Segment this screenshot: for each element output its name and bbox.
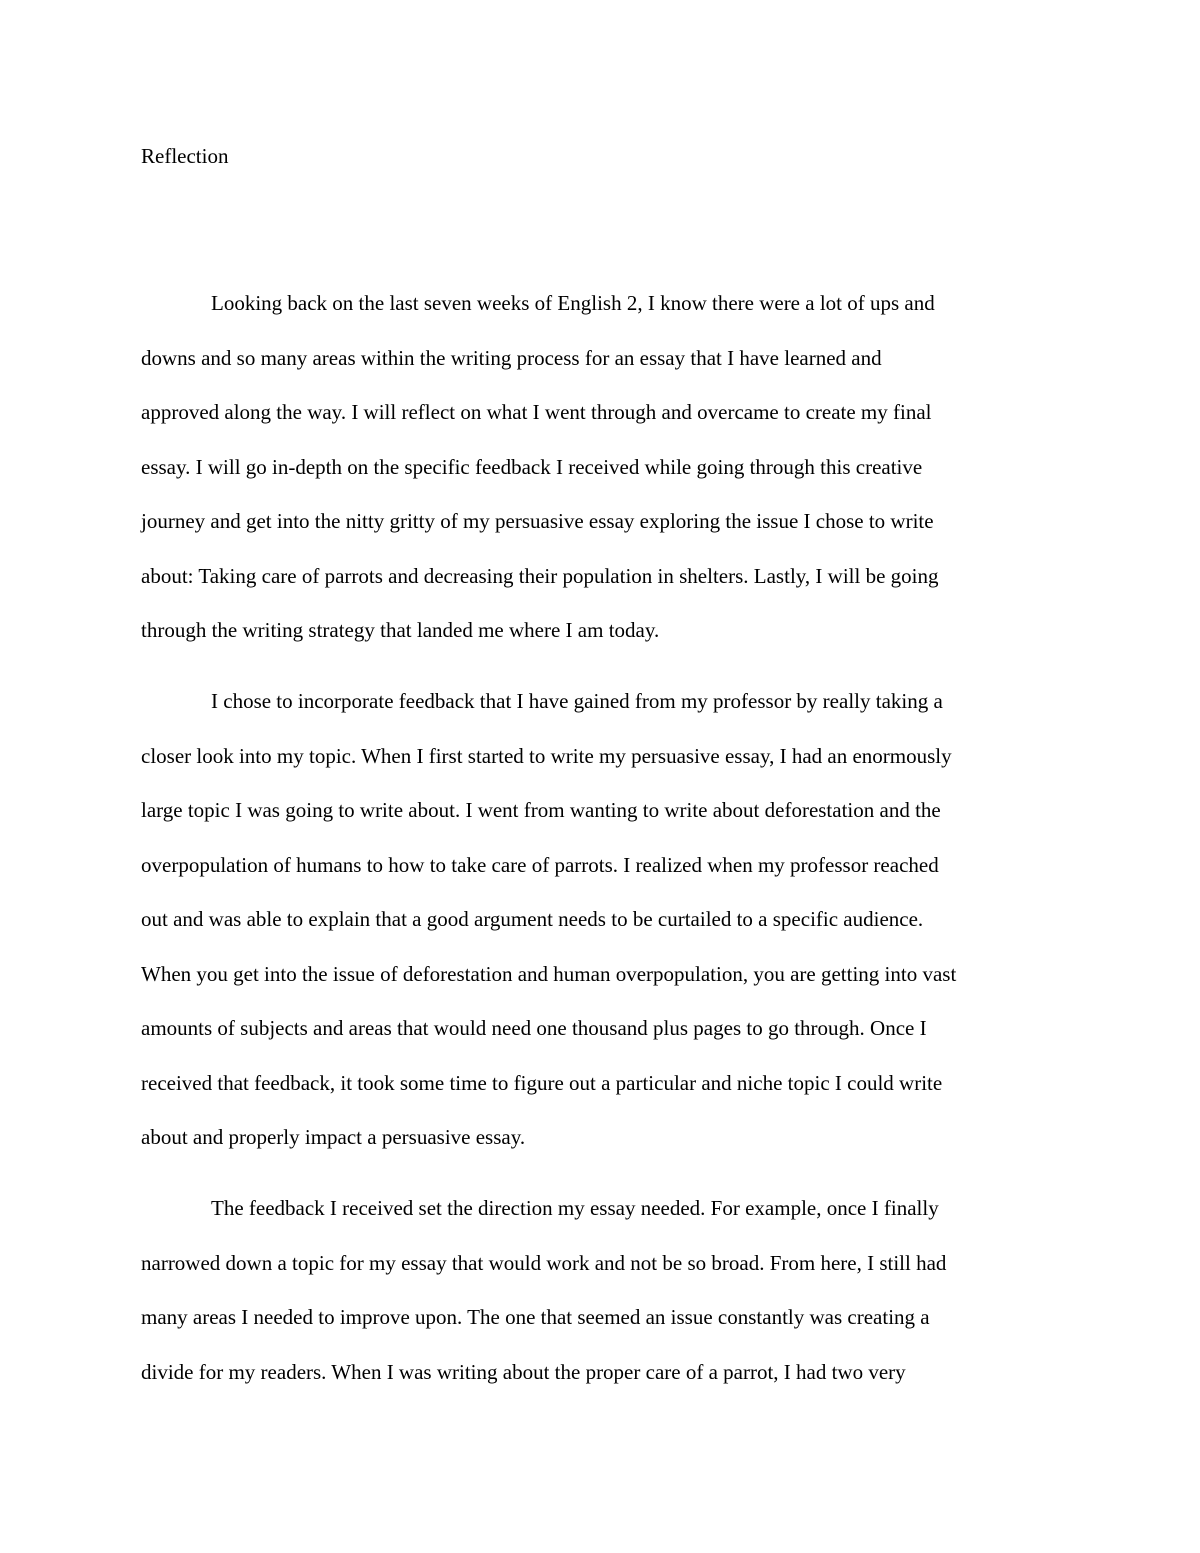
document-title: Reflection — [141, 144, 229, 168]
text-line: through the writing strategy that landed me where I am today. — [141, 618, 660, 642]
text-line: downs and so many areas within the writing process for an essay that I have learned and — [141, 345, 882, 370]
paragraph-direction — [141, 1194, 1061, 1412]
text-line: about: Taking care of parrots and decreasing their population in shelters. Lastly, I will be going — [141, 563, 939, 588]
paragraph-feedback — [141, 687, 1061, 1178]
text-line: amounts of subjects and areas that would need one thousand plus pages to go through. Once I — [141, 1016, 927, 1040]
text-line: narrowed down a topic for my essay that would work and not be so broad. From here, I still had — [141, 1250, 947, 1275]
text-line: When you get into the issue of deforestation and human overpopulation, you are getting into vast — [141, 961, 957, 986]
text-line: closer look into my topic. When I first started to write my persuasive essay, I had an enormously — [141, 743, 952, 768]
text-line: large topic I was going to write about. I went from wanting to write about deforestation and the — [141, 798, 941, 822]
text-line: out and was able to explain that a good argument needs to be curtailed to a specific audience. — [141, 907, 924, 931]
text-line: essay. I will go in-depth on the specific feedback I received while going through this creative — [141, 454, 923, 479]
paragraph-introduction — [141, 289, 1061, 671]
text-line: divide for my readers. When I was writing about the proper care of a parrot, I had two very — [141, 1359, 906, 1384]
text-line: received that feedback, it took some time to figure out a particular and niche topic I could write — [141, 1070, 943, 1095]
text-line: Looking back on the last seven weeks of English 2, I know there were a lot of ups and — [211, 291, 935, 315]
text-line: The feedback I received set the direction my essay needed. For example, once I finally — [211, 1196, 939, 1220]
text-line: many areas I needed to improve upon. The one that seemed an issue constantly was creating a — [141, 1305, 930, 1329]
text-line: I chose to incorporate feedback that I have gained from my professor by really taking a — [211, 689, 943, 713]
text-line: about and properly impact a persuasive essay. — [141, 1125, 526, 1149]
text-line: approved along the way. I will reflect on what I went through and overcame to create my final — [141, 400, 932, 424]
text-line: journey and get into the nitty gritty of my persuasive essay exploring the issue I chose to write — [141, 509, 934, 533]
text-line: overpopulation of humans to how to take care of parrots. I realized when my professor reached — [141, 852, 939, 877]
